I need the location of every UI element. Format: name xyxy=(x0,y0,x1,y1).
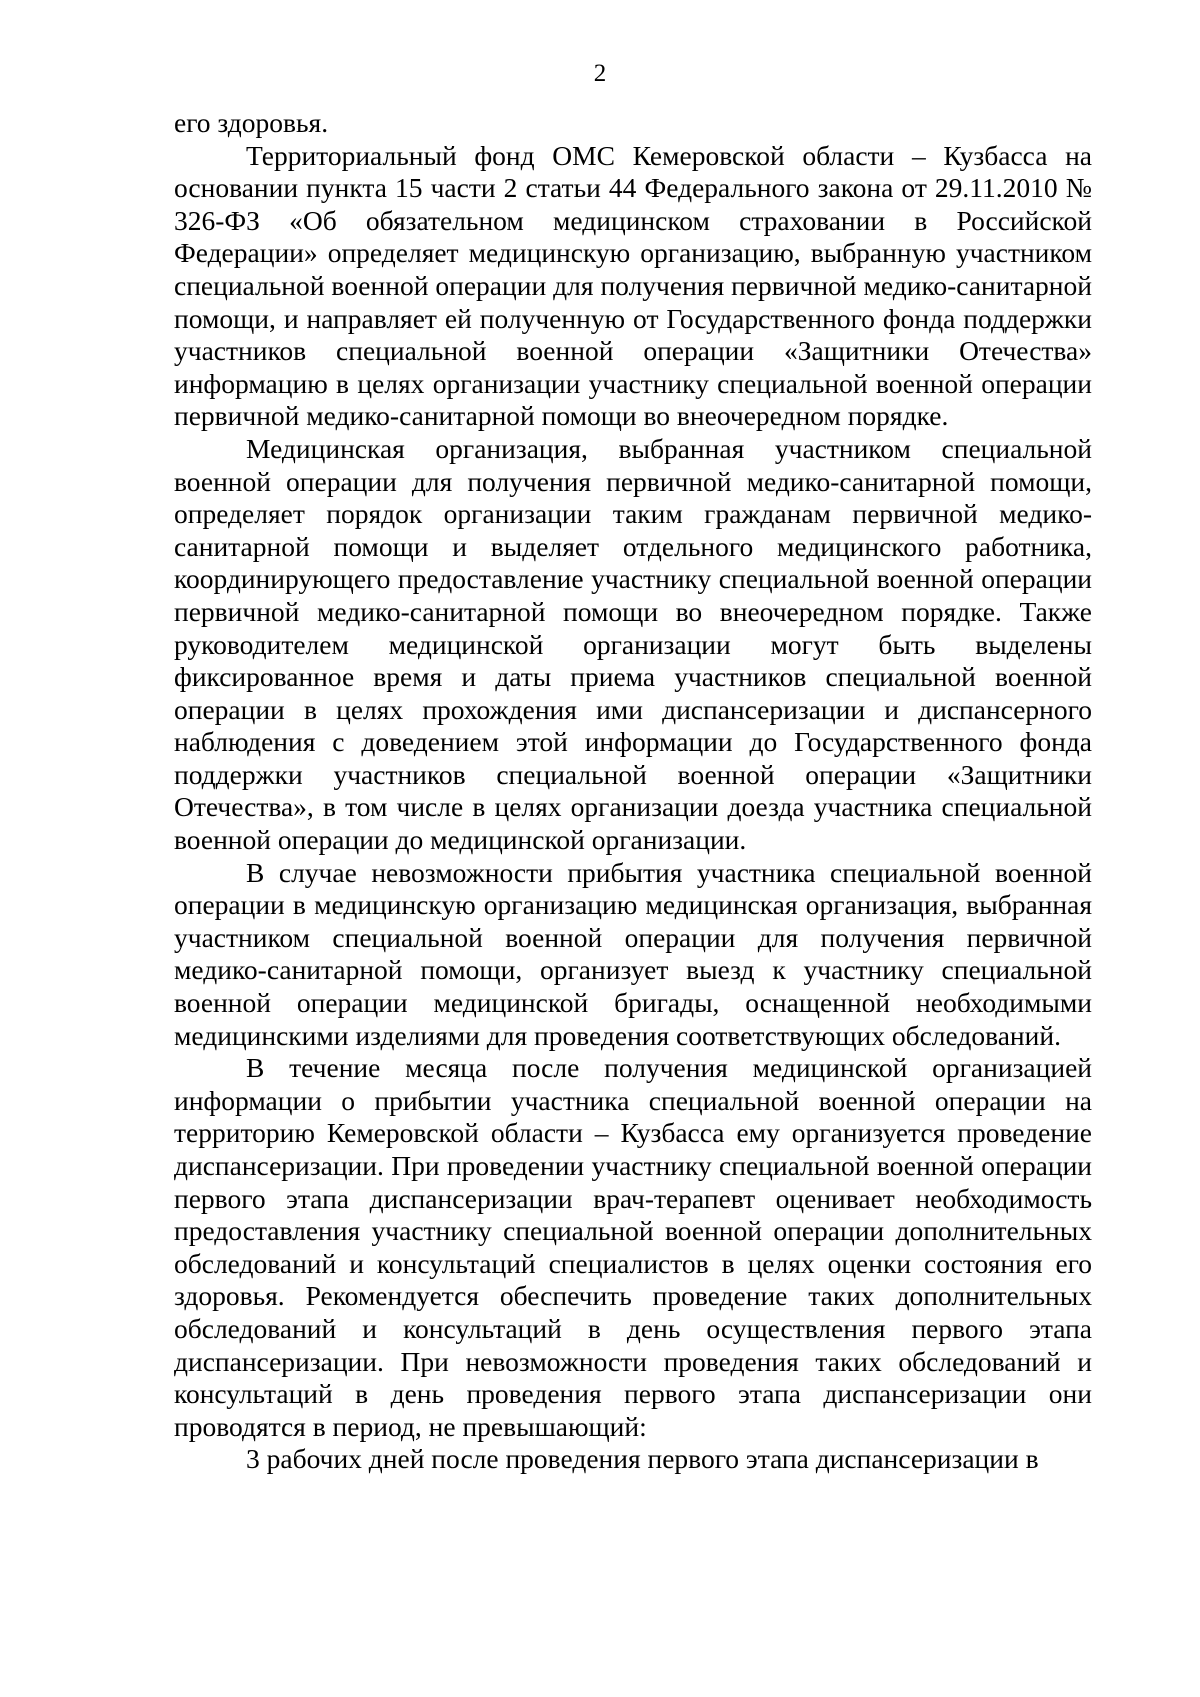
page-number: 2 xyxy=(593,60,607,87)
paragraph-home-visit: В случае невозможности прибытия участника специальной военной операции в медицинскую организацию медицинская организация, выбранная участником специальной военной операции для получения первичной медико-санитарной помощи, организует выезд к участнику специальной военной операции медицинской бригады, оснащенной необходимыми медицинскими изделиями для проведения соответствующих обследований. xyxy=(174,856,1092,1051)
document-body xyxy=(174,107,1092,1476)
paragraph-medical-organization: Медицинская организация, выбранная участником специальной военной операции для получения первичной медико-санитарной помощи, определяет порядок организации таким гражданам первичной медико-санитарной помощи и выделяет отдельного медицинского работника, координирующего предоставление участнику специальной военной операции первичной медико-санитарной помощи во внеочередном порядке. Также руководителем медицинской организации могут быть выделены фиксированное время и даты приема участников специальной военной операции в целях прохождения ими диспансеризации и диспансерного наблюдения с доведением этой информации до Государственного фонда поддержки участников специальной военной операции «Защитники Отечества», в том числе в целях организации доезда участника специальной военной операции до медицинской организации. xyxy=(174,432,1092,856)
paragraph-dispensarization: В течение месяца после получения медицинской организацией информации о прибытии участника специальной военной операции на территорию Кемеровской области – Кузбасса ему организуется проведение диспансеризации. При проведении участнику специальной военной операции первого этапа диспансеризации врач-терапевт оценивает необходимость предоставления участнику специальной военной операции дополнительных обследований и консультаций специалистов в целях оценки состояния его здоровья. Рекомендуется обеспечить проведение таких дополнительных обследований и консультаций в день осуществления первого этапа диспансеризации. При невозможности проведения таких обследований и консультаций в день проведения первого этапа диспансеризации они проводятся в период, не превышающий: xyxy=(174,1052,1092,1442)
paragraph-continuation: его здоровья. xyxy=(174,107,329,138)
paragraph-tfoms: Территориальный фонд ОМС Кемеровской области – Кузбасса на основании пункта 15 части 2 статьи 44 Федерального закона от 29.11.2010 № 326-ФЗ «Об обязательном медицинском страховании в Российской Федерации» определяет медицинскую организацию, выбранную участником специальной военной операции для получения первичной медико-санитарной помощи, и направляет ей полученную от Государственного фонда поддержки участников специальной военной операции «Защитники Отечества» информацию в целях организации участнику специальной военной операции первичной медико-санитарной помощи во внеочередном порядке. xyxy=(174,139,1092,432)
paragraph-three-days: 3 рабочих дней после проведения первого этапа диспансеризации в xyxy=(246,1443,1039,1475)
